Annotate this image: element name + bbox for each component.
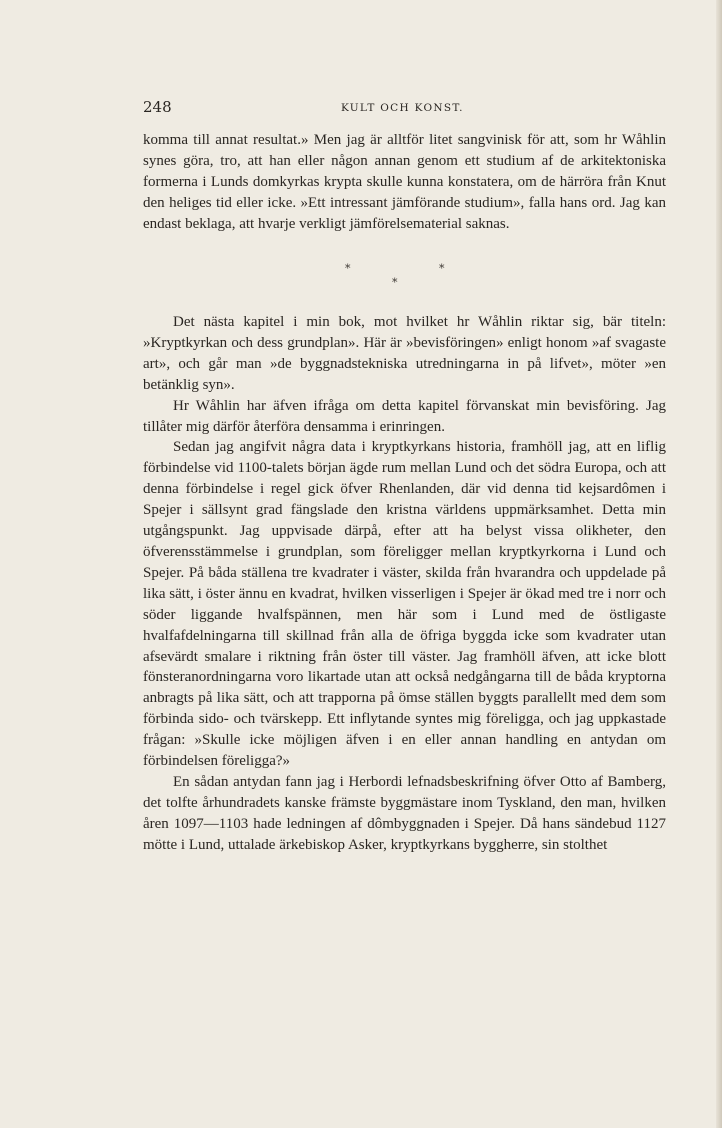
asterism-star: * [439,262,445,275]
paragraph: Sedan jag angifvit några data i kryptkyrkans historia, framhöll jag, att en liflig förbindelse vid 1100-talets början ägde rum mellan Lund och det södra Europa, och att denna förbindelse i regel gick öfver Rhenlanden, där vid denna tid kejsardômen i Spejer i sällsynt grad fängslade den kristna världens uppmärksamhet. Detta min utgångspunkt. Jag uppvisade därpå, efter att ha belyst vissa olikheter, den öfverensstämmelse i grundplan, som föreligger mellan kryptkyrkorna i Lund och Spejer. På båda ställena tre kvadrater i väster, skilda från hvarandra och uppdelade på lika sätt, i öster ännu en kvadrat, hvilken visserligen i Spejer är ökad med tre i norr och söder liggande hvalfspännen, men här som i Lund med de östligaste hvalfafdelningarna till skillnad från alla de öfriga byggda icke som kvadrater utan afsevärdt smalare i riktning från öster till väster. Jag framhöll äfven, att icke blott fönsteranordningarna voro likartade utan att också nedgångarna till de båda kryptorna anbragts på lika sätt, och att trapporna på ömse ställen byggts parallellt med dem som förbinda sido- och tvärskepp. Ett inflytande syntes mig föreligga, och jag uppkastade frågan: »Skulle icke möjligen äfven i en eller annan handling en antydan om förbindelsen föreligga?» [143,439,666,770]
text-block-bottom [143,312,666,856]
page-number: 248 [143,98,172,116]
text-block-top [143,130,666,235]
paragraph: En sådan antydan fann jag i Herbordi lefnadsbeskrifning öfver Otto af Bamberg, det tolfte århundradets kanske främste byggmästare inom Tyskland, den man, hvilken åren 1097—1103 hade ledningen af dômbyggnaden i Spejer. Då hans sändebud 1127 mötte i Lund, uttalade ärkebiskop Asker, kryptkyrkans byggherre, sin stolthet [143,773,666,853]
paragraph: komma till annat resultat.» Men jag är alltför litet sangvinisk för att, som hr Wåhlin synes göra, tro, att han eller någon annan genom ett studium af de arkitektoniska formerna i Lunds domkyrkas krypta skulle kunna konstatera, om de härröra från Knut den heliges tid eller icke. »Ett intressant jämförande studium», falla hans ord. Jag kan endast beklaga, att hvarje verkligt jämförelsematerial saknas. [143,132,666,232]
journal-title: KULT OCH KONST. [341,102,464,114]
paragraph: Det nästa kapitel i min bok, mot hvilket hr Wåhlin riktar sig, bär titeln: »Kryptkyrkan och dess grundplan». Här är »bevisföringen» enligt honom »af svagaste art», och går man »de byggnadstekniska utredningarna in på lifvet», möter »en betänklig syn». [143,314,666,393]
asterism-star: * [392,276,398,289]
asterism-star: * [345,262,351,275]
asterism-divider [143,262,666,292]
running-head [143,96,666,118]
paragraph: Hr Wåhlin har äfven ifråga om detta kapitel förvanskat min bevisföring. Jag tillåter mig därför återföra densamma i erinringen. [143,397,666,435]
page-edge [716,0,722,1128]
